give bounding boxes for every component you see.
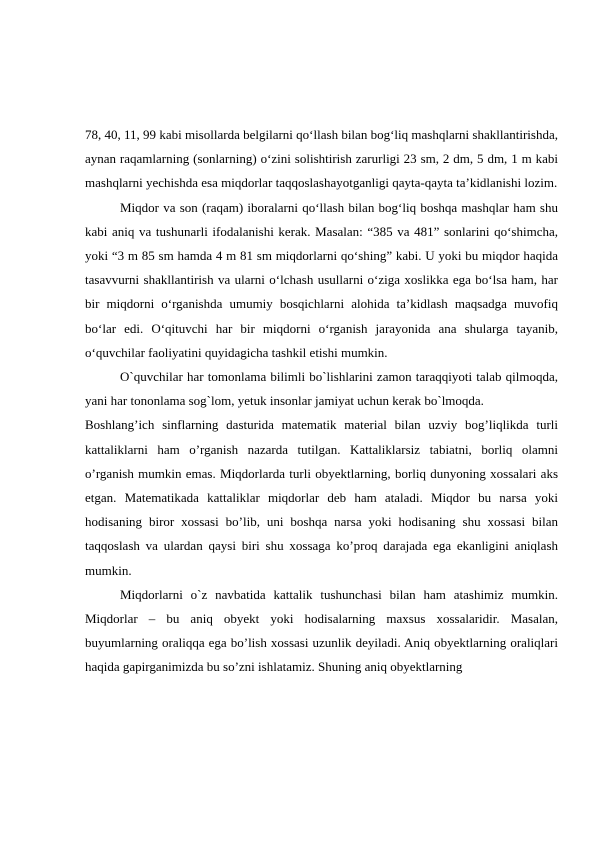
paragraph-2: Miqdor va son (raqam) iboralarni qo‘llash bilan bog‘liq boshqa mashqlar ham shu kabi aniq va tushunarli ifodalanishi kerak. Masalan: “385 va 481” sonlarini qo‘shimcha, yoki “3 m 85 sm hamda 4 m 81 sm miqdorlarni qo‘shing” kabi. U yoki bu miqdor haqida tasavvurni shakllantirish va ularni o‘lchash usullarni o‘ziga xoslikka ega bo‘lsa ham, har bir miqdorni o‘rganishda umumiy bosqichlarni alohida ta’kidlash maqsadga muvofiq bo‘lar edi. O‘qituvchi har bir miqdorni o‘rganish jarayonida ana shularga tayanib, o‘quvchilar faoliyatini quyidagicha tashkil etishi mumkin. [85,199,558,360]
paragraph-5: Miqdorlarni o`z navbatida kattalik tushunchasi bilan ham atashimiz mumkin. Miqdorlar – bu aniq obyekt yoki hodisalarning maxsus xossalaridir. Masalan, buyumlarning oraliqqa ega bo’lish xossasi uzunlik deyiladi. Aniq obyektlarning oraliqlari haqida gapirganimizda bu so’zni ishlatamiz. Shuning aniq obyektlarning [85,586,558,675]
document-body [85,123,558,680]
paragraph-3: O`quvchilar har tomonlama bilimli bo`lishlarini zamon taraqqiyoti talab qilmoqda, yani har tononlama sog`lom, yetuk insonlar jamiyat uchun kerak bo`lmoqda. [85,369,558,409]
paragraph-1: 78, 40, 11, 99 kabi misollarda belgilarni qo‘llash bilan bog‘liq mashqlarni shakllantirishda, aynan raqamlarning (sonlarning) o‘zini solishtirish zarurligi 23 sm, 2 dm, 5 dm, 1 m kabi mashqlarni yechishda esa miqdorlar taqqoslashayotganligi qayta-qayta ta’kidlanishi lozim. [85,127,558,191]
paragraph-4: Boshlang’ich sinflarning dasturida matematik material bilan uzviy bog’liqlikda turli kattaliklarni ham o’rganish nazarda tutilgan. Kattaliklarsiz tabiatni, borliq olamni o’rganish mumkin emas. Miqdorlarda turli obyektlarning, borliq dunyoning xossalari aks etgan. Matematikada kattaliklar miqdorlar deb ham ataladi. Miqdor bu narsa yoki hodisaning biror xossasi bo’lib, uni boshqa narsa yoki hodisaning shu xossasi bilan taqqoslash va ulardan qaysi biri shu xossaga ko’proq darajada ega ekanligini aniqlash mumkin. [85,417,558,578]
